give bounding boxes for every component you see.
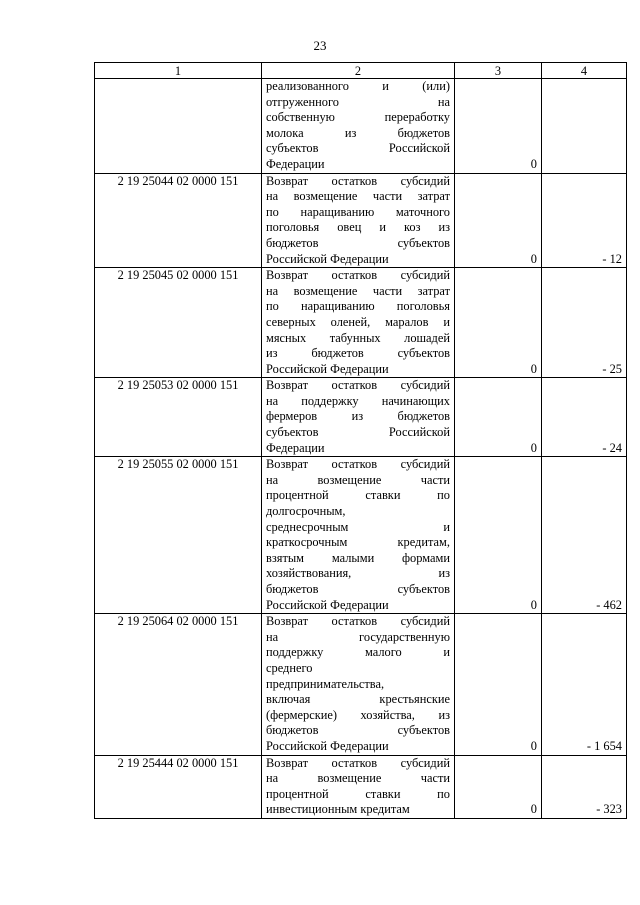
description-line: (фермерские) хозяйства, из [266,707,450,722]
budget-code-cell: 2 19 25444 02 0000 151 [95,755,262,818]
description-line: из бюджетов субъектов [266,346,450,361]
description-line: по наращиванию поголовья [266,299,450,314]
description-cell [262,457,455,614]
description-line: инвестиционным кредитам [266,802,410,817]
table-row [95,378,627,457]
amount-column-3: 0 [455,173,542,268]
amount-column-4 [542,79,627,174]
description-line: процентной ставки по [266,488,450,503]
description-line: взятым малыми формами [266,550,450,565]
budget-code-cell: 2 19 25045 02 0000 151 [95,268,262,378]
description-line: на возмещение части затрат [266,189,450,204]
amount-column-4: - 323 [542,755,627,818]
description-cell [262,268,455,378]
description-line: включая крестьянские [266,692,450,707]
amount-column-3: 0 [455,755,542,818]
table-row [95,755,627,818]
amount-column-3: 0 [455,79,542,174]
description-cell [262,614,455,755]
description-line: предпринимательства, [266,676,385,691]
table-row [95,268,627,378]
budget-code-cell: 2 19 25064 02 0000 151 [95,614,262,755]
amount-column-4: - 462 [542,457,627,614]
description-cell [262,173,455,268]
amount-column-4: - 24 [542,378,627,457]
description-line: процентной ставки по [266,786,450,801]
description-cell [262,378,455,457]
table-row [95,457,627,614]
description-line: Федерации [266,440,325,455]
description-line: отгруженного на [266,94,450,109]
amount-column-3: 0 [455,457,542,614]
amount-column-3: 0 [455,378,542,457]
description-line: бюджетов субъектов [266,235,450,250]
description-line: мясных табунных лошадей [266,330,450,345]
amount-column-3: 0 [455,614,542,755]
description-line: на возмещение части [266,771,450,786]
description-line: хозяйствования, из [266,566,450,581]
column-header-2: 2 [262,63,455,79]
description-line: субъектов Российской [266,425,450,440]
description-line: среднесрочным и [266,519,450,534]
description-line: Возврат остатков субсидий [266,755,450,770]
budget-code-cell [95,79,262,174]
description-line: краткосрочным кредитам, [266,535,450,550]
description-line: северных оленей, маралов и [266,314,450,329]
description-line: Федерации [266,156,325,171]
description-cell [262,79,455,174]
description-line: собственную переработку [266,110,450,125]
description-line: Возврат остатков субсидий [266,173,450,188]
page-number: 23 [313,38,327,53]
table-header-row [95,63,627,79]
description-line: поддержку малого и [266,645,450,660]
description-line: на возмещение части затрат [266,283,450,298]
description-line: на государственную [266,629,450,644]
description-line: по наращиванию маточного [266,204,450,219]
table-row [95,173,627,268]
column-header-3: 3 [455,63,542,79]
budget-code-cell: 2 19 25044 02 0000 151 [95,173,262,268]
description-line: Возврат остатков субсидий [266,378,450,393]
table-row [95,614,627,755]
description-line: молока из бюджетов [266,125,450,140]
description-line: долгосрочным, [266,504,346,519]
budget-code-cell: 2 19 25053 02 0000 151 [95,378,262,457]
description-line: поголовья овец и коз из [266,220,450,235]
description-line: реализованного и (или) [266,79,450,93]
description-line: среднего [266,660,313,675]
description-line: Возврат остатков субсидий [266,614,450,629]
description-cell [262,755,455,818]
description-line: Российской Федерации [266,597,389,612]
description-line: бюджетов субъектов [266,582,450,596]
description-line: субъектов Российской [266,141,450,156]
amount-column-4: - 25 [542,268,627,378]
table-row [95,79,627,174]
description-line: бюджетов субъектов [266,723,450,738]
description-line: на поддержку начинающих [266,393,450,408]
description-line: фермеров из бюджетов [266,409,450,424]
amount-column-3: 0 [455,268,542,378]
description-line: Возврат остатков субсидий [266,457,450,472]
amount-column-4: - 1 654 [542,614,627,755]
description-line: Российской Федерации [266,361,389,376]
amount-column-4: - 12 [542,173,627,268]
description-line: на возмещение части [266,472,450,487]
budget-table [94,62,627,819]
column-header-4: 4 [542,63,627,79]
description-line: Возврат остатков субсидий [266,268,450,283]
column-header-1: 1 [95,63,262,79]
description-line: Российской Федерации [266,738,389,753]
description-line: Российской Федерации [266,251,389,266]
budget-code-cell: 2 19 25055 02 0000 151 [95,457,262,614]
